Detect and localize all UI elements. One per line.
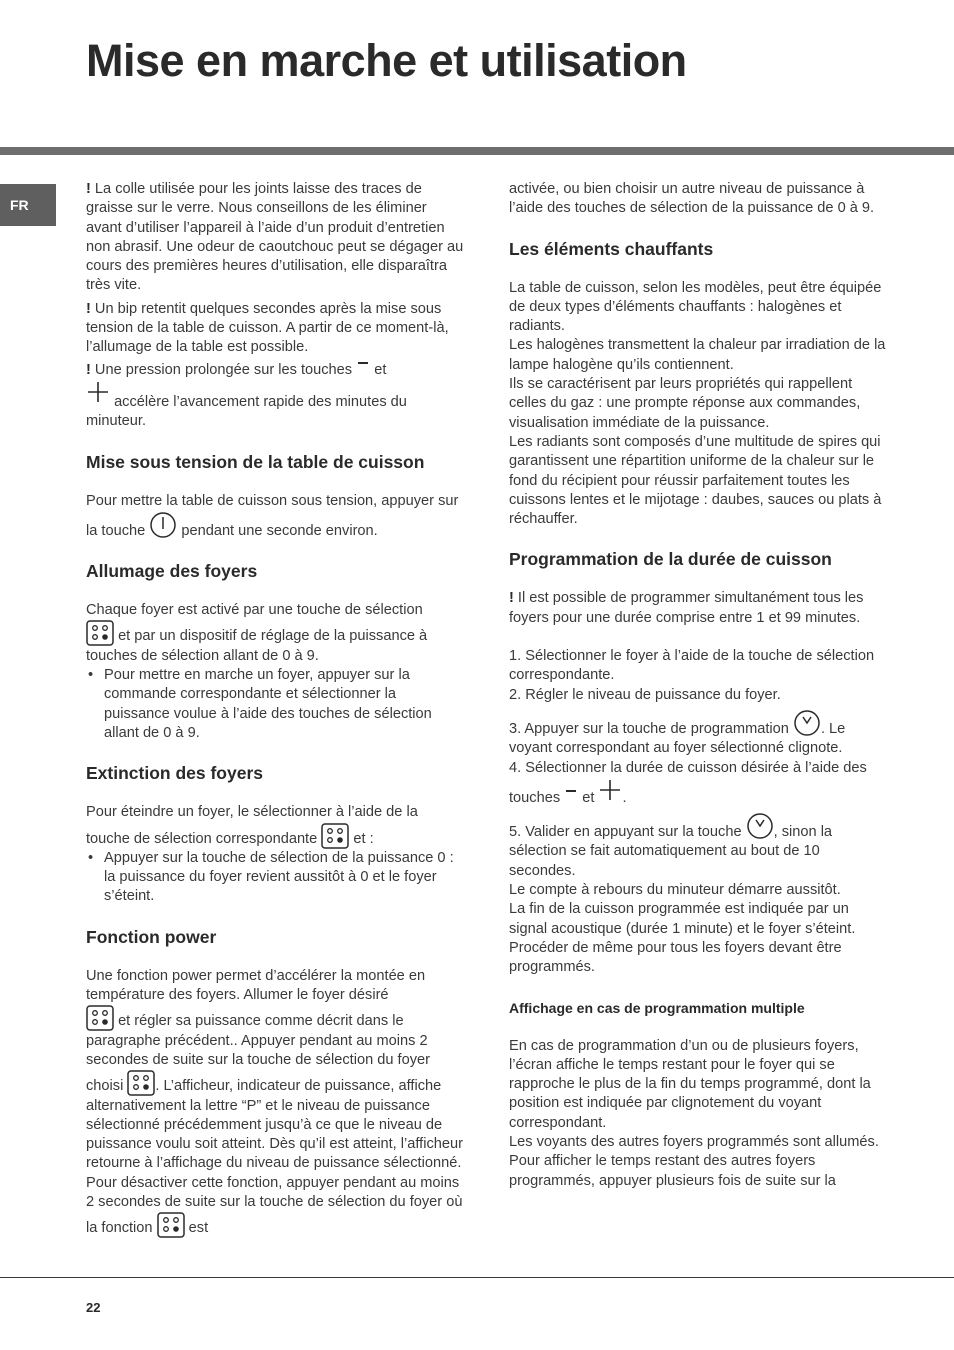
burner-select-icon (157, 1212, 185, 1238)
burner-select-icon (86, 620, 114, 646)
page-number: 22 (86, 1300, 101, 1315)
section-programming: Programmation de la durée de cuisson ! Il est possible de programmer simultanément tous les foyers pour une durée comprise entre 1 et 99 minutes. 1. Sélectionner le foyer à l’aide de la touche de sélection correspondante. 2. Régler le niveau de puissance du foyer. 3. Appuyer sur la touche de programmation . Le voyant correspondant au foyer sélectionné clignote. 4. Sélectionner la durée de cuisson désirée à l’aide des touches et . 5. Valider en appuyant sur la touche , sinon la sélection se fait automatiquement au bout de 10 secondes. Le compte à rebours du minuteur démarre aussitôt. La fin de la cuisson programmée est indiquée par un signal acoustique (durée 1 minute) et le foyer s’éteint. Procéder de même pour tous les foyers devant être programmés. (509, 548, 887, 977)
burner-select-icon (321, 823, 349, 849)
section-heading: Les éléments chauffants (509, 238, 714, 259)
plus-icon (86, 380, 110, 410)
section-burner-on: Allumage des foyers Chaque foyer est activé par une touche de sélection et par un dispositif de réglage de la puissance à touches de sélection allant de 0 à 9. • Pour mettre en marche un foyer, appuyer sur la commande correspondante et sélectionner la puissance voulue à l’aide des touches de sélection allant de 0 à 9. (86, 560, 464, 743)
power-icon (149, 511, 177, 539)
section-heading: Mise sous tension de la table de cuisson (86, 451, 425, 472)
continued-text: activée, ou bien choisir un autre niveau de puissance à l’aide des touches de sélection de la puissance de 0 à 9. (509, 181, 875, 217)
list-item: • Appuyer sur la touche de sélection de la puissance 0 : la puissance du foyer revient aussitôt à 0 et le foyer s’éteint. (86, 849, 464, 907)
timer-icon (746, 812, 774, 840)
footer-rule (0, 1277, 954, 1278)
minus-icon (564, 786, 578, 800)
plus-icon (598, 778, 622, 804)
section-heading: Programmation de la durée de cuisson (509, 549, 832, 570)
section-heading: Extinction des foyers (86, 763, 263, 784)
list-item: • Pour mettre en marche un foyer, appuyer sur la commande correspondante et sélectionner la puissance voulue à l’aide des touches de sélection allant de 0 à 9. (86, 666, 464, 743)
section-power-on: Mise sous tension de la table de cuisson Pour mettre la table de cuisson sous tension, appuyer sur la touche pendant une seconde environ. (86, 451, 464, 542)
timer-icon (793, 709, 821, 737)
page-title: Mise en marche et utilisation (86, 35, 687, 86)
language-tab: FR (0, 184, 56, 226)
header-rule (0, 147, 954, 155)
burner-select-icon (127, 1070, 155, 1096)
right-column (509, 180, 887, 1191)
section-heating-elements: Les éléments chauffants La table de cuisson, selon les modèles, peut être équipée de deux types d’éléments chauffants : halogènes et radiants. Les halogènes transmettent la chaleur par irradiation de la lampe halogène qu’ils contiennent. Ils se caractérisent par leurs propriétés qui rappellent celles du gaz : une prompte réponse aux commandes, visualisation immédiate de la puissance. Les radiants sont composés d’une multitude de spires qui garantissent une répartition uniforme de la chaleur sur le fond du récipient pour réussir parfaitement toutes les cuissons lentes et le mijotage : daubes, sauces ou plats à réchauffer. (509, 238, 886, 528)
burner-select-icon (86, 1005, 114, 1031)
note-beep: ! Un bip retentit quelques secondes après la mise sous tension de la table de cuisson. A partir de ce moment-là, l’allumage de la table est possible. (86, 300, 449, 356)
note-long-press: ! Une pression prolongée sur les touches et accélère l’avancement rapide des minutes du minuteur. (86, 358, 464, 432)
section-heading: Fonction power (86, 926, 217, 947)
note-glue: ! La colle utilisée pour les joints laisse des traces de graisse sur le verre. Nous conseillons de les éliminer avant d’utiliser l’appareil à l’aide d’un produit d’entretien non abrasif. Une odeur de caoutchouc peut se dégager au cours des premières heures d’utilisation, elle disparaîtra très vite. (86, 181, 464, 294)
section-heading: Allumage des foyers (86, 561, 258, 582)
minus-icon (356, 358, 370, 372)
section-burner-off: Extinction des foyers Pour éteindre un foyer, le sélectionner à l’aide de la touche de sélection correspondante et : • Appuyer sur la touche de sélection de la puissance 0 : la puissance du foyer revient aussitôt à 0 et le foyer s’éteint. (86, 762, 464, 906)
subsection-heading: Affichage en cas de programmation multiple (509, 999, 805, 1016)
section-multiple-programming: Affichage en cas de programmation multiple En cas de programmation d’un ou de plusieurs foyers, l’écran affiche le temps restant pour le foyer qui se rapproche le plus de la fin du temps programmé, dont la position est indiquée par clignotement du voyant correspondant. Les voyants des autres foyers programmés sont allumés. Pour afficher le temps restant des autres foyers programmés, appuyer plusieurs fois de suite sur la (509, 998, 887, 1191)
section-power-function: Fonction power Une fonction power permet d’accélérer la montée en température des foyers. Allumer le foyer désiré et régler sa puissance comme décrit dans le paragraphe précédent.. Appuyer pendant au moins 2 secondes de suite sur la touche de sélection du foyer choisi . L’afficheur, indicateur de puissance, affiche alternativement la lettre “P” et le niveau de puissance sélectionné précédemment jusqu’à ce que le niveau de puissance voulu soit atteint. Dès qu’il est atteint, l’afficheur retourne à l’affichage du niveau de puissance sélectionné. Pour désactiver cette fonction, appuyer pendant au moins 2 secondes de suite sur la touche de sélection du foyer où la fonction est (86, 926, 463, 1237)
left-column (86, 180, 464, 1239)
